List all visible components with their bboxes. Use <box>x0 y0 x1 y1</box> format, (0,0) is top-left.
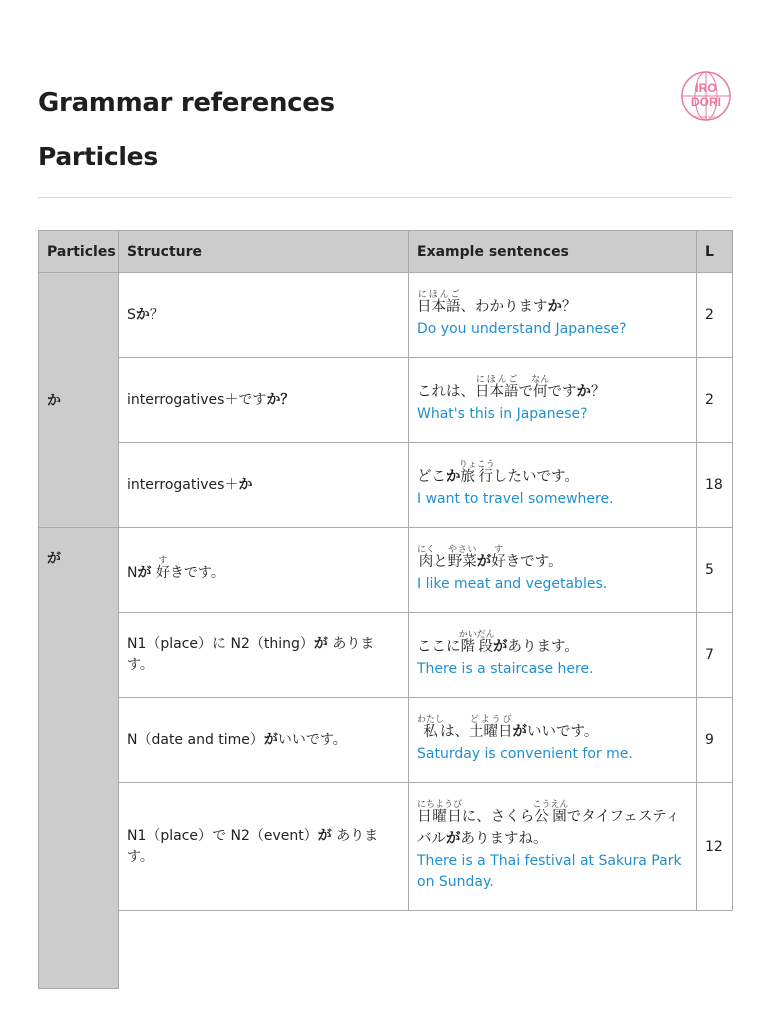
structure-cell: N1（place）に N2（thing）が あります。 <box>119 613 409 698</box>
divider <box>38 197 732 198</box>
particle-ka: か <box>39 273 119 528</box>
table-row <box>39 443 733 528</box>
english-translation: Do you understand Japanese? <box>417 321 627 337</box>
structure-cell: interrogatives＋ですか？ <box>119 358 409 443</box>
table-row <box>39 528 733 613</box>
english-translation: What's this in Japanese? <box>417 406 588 422</box>
lesson-number: 9 <box>697 698 733 783</box>
example-cell: 私わたしは、土曜日どようびがいいです。 Saturday is convenient for me. <box>409 698 697 783</box>
header-lesson: L <box>697 231 733 273</box>
example-cell: 肉にくと野菜やさいが好すきです。 I like meat and vegetables. <box>409 528 697 613</box>
example-cell: 日本語にほんご、わかりますか？ Do you understand Japanese? <box>409 273 697 358</box>
lesson-number: 12 <box>697 783 733 911</box>
irodori-logo <box>679 69 733 123</box>
structure-cell: N1（place）で N2（event）が あります。 <box>119 783 409 911</box>
lesson-number: 18 <box>697 443 733 528</box>
section-title: Particles <box>38 142 158 171</box>
grammar-table <box>38 230 733 989</box>
lesson-number: 5 <box>697 528 733 613</box>
lesson-number: 2 <box>697 273 733 358</box>
english-translation: There is a Thai festival at Sakura Park on Sunday. <box>417 853 682 890</box>
header-examples: Example sentences <box>409 231 697 273</box>
particle-ga: が <box>39 528 119 989</box>
table-row <box>39 783 733 911</box>
header-particles: Particles <box>39 231 119 273</box>
english-translation: There is a staircase here. <box>417 661 594 677</box>
table-row <box>39 358 733 443</box>
structure-cell: interrogatives＋か <box>119 443 409 528</box>
table-row <box>39 698 733 783</box>
table-header-row <box>39 231 733 273</box>
english-translation: I like meat and vegetables. <box>417 576 608 592</box>
example-cell: これは、日本語にほんごで何なんですか？ What's this in Japanese? <box>409 358 697 443</box>
example-cell: ここに階段かいだんがあります。 There is a staircase here. <box>409 613 697 698</box>
structure-cell: Nが 好すきです。 <box>119 528 409 613</box>
english-translation: Saturday is convenient for me. <box>417 746 633 762</box>
structure-cell: N（date and time）がいいです。 <box>119 698 409 783</box>
structure-cell: Sか？ <box>119 273 409 358</box>
table-row-continued <box>39 911 733 989</box>
lesson-number: 7 <box>697 613 733 698</box>
example-cell: どこか旅行りょこうしたいです。 I want to travel somewhere. <box>409 443 697 528</box>
page-title: Grammar references <box>38 88 335 118</box>
table-row <box>39 273 733 358</box>
lesson-number: 2 <box>697 358 733 443</box>
example-cell: 日曜日にちようびに、さくら公園こうえんでタイフェスティバルがありますね。 There is a Thai festival at Sakura Park on Sunday. <box>409 783 697 911</box>
english-translation: I want to travel somewhere. <box>417 491 614 507</box>
svg-text:Nihongo Irodori: Nihongo Irodori <box>692 114 720 119</box>
svg-text:IRO: IRO <box>695 81 717 95</box>
svg-text:DORI: DORI <box>691 95 721 109</box>
header-structure: Structure <box>119 231 409 273</box>
table-row <box>39 613 733 698</box>
